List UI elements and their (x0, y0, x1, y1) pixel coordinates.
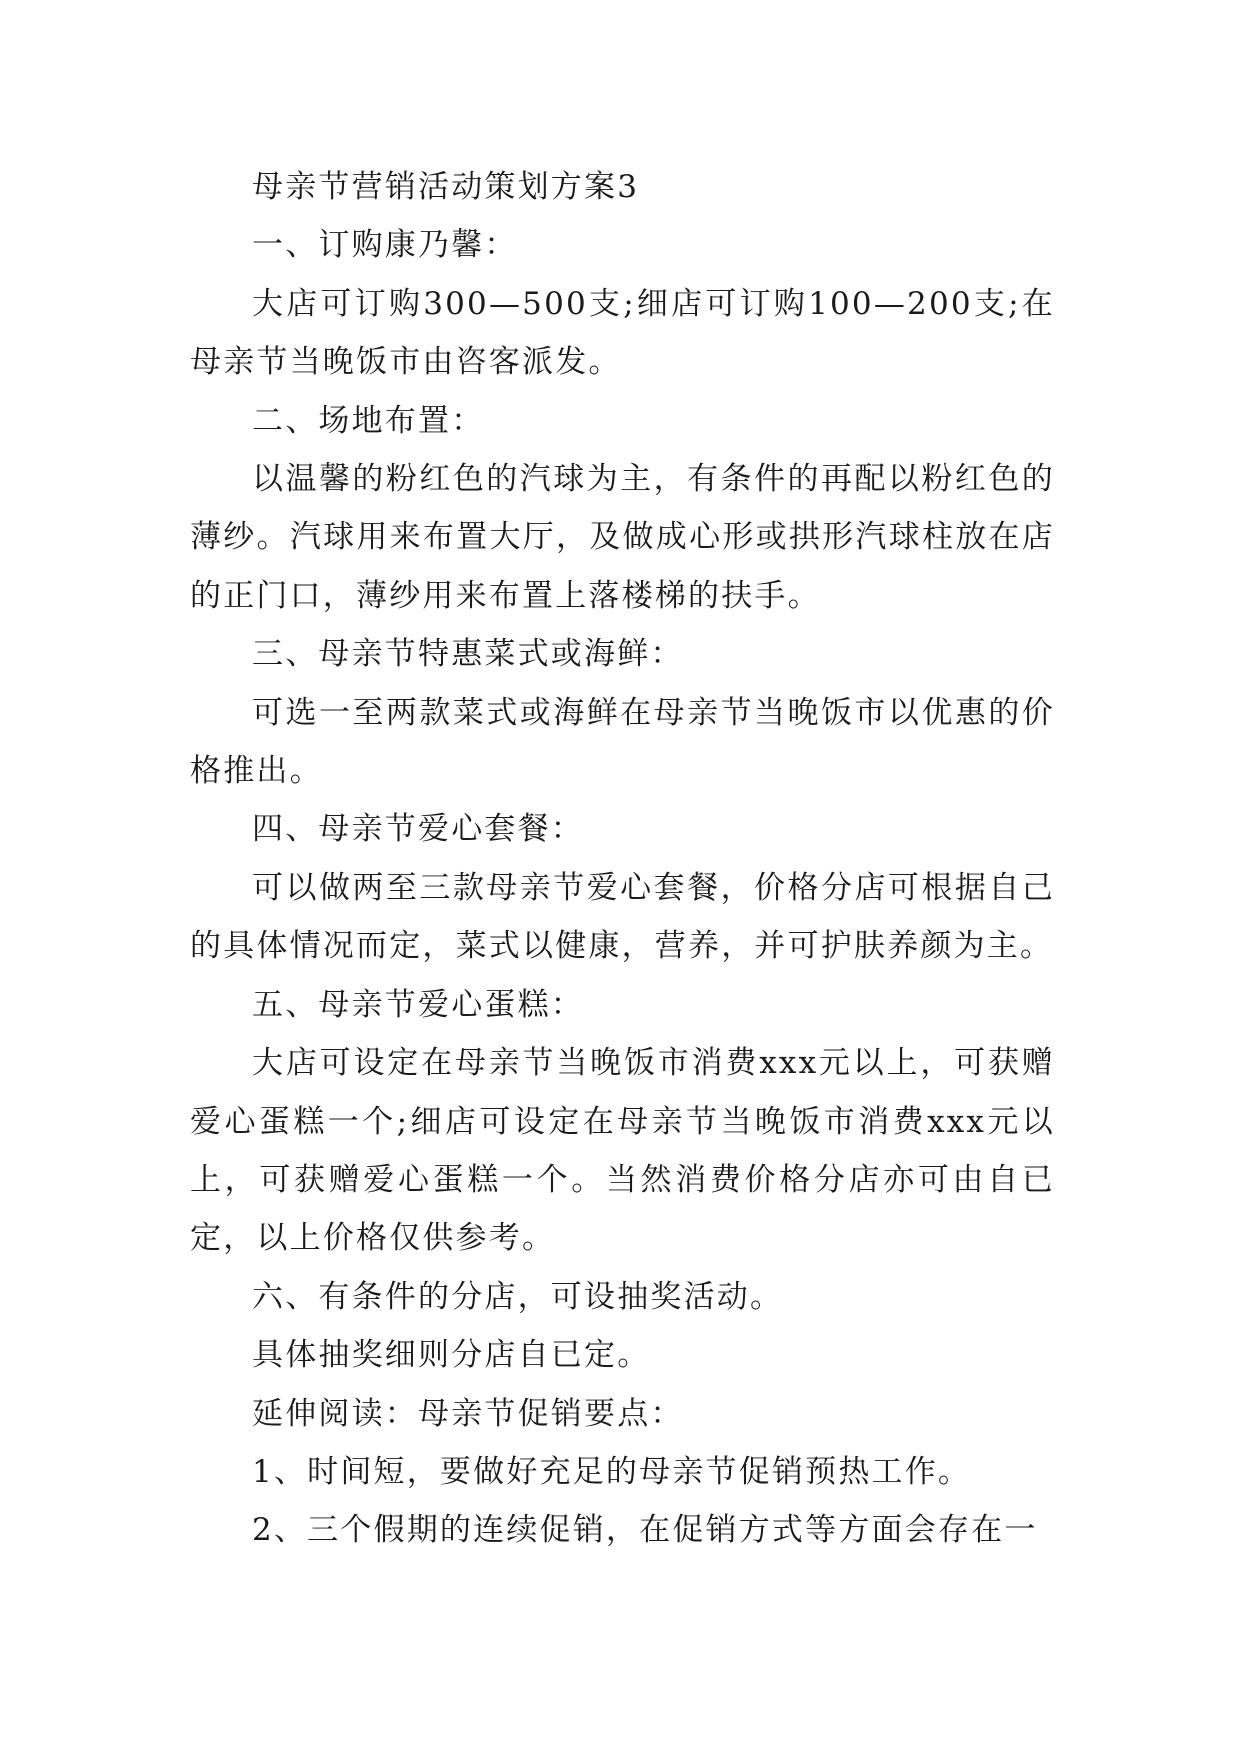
document-body (190, 158, 1055, 1560)
section-heading-2: 二、场地布置： (252, 402, 485, 439)
paragraph-4: 可以做两至三款母亲节爱心套餐，价格分店可根据自己的具体情况而定，菜式以健康，营养，并可护肤养颜为主。 (190, 869, 1055, 965)
paragraph-5: 大店可设定在母亲节当晚饭市消费xxx元以上，可获赠爱心蛋糕一个;细店可设定在母亲节当晚饭市消费xxx元以上，可获赠爱心蛋糕一个。当然消费价格分店亦可由自已定，以上价格仅供参考。 (190, 1045, 1055, 1257)
section-heading-6: 六、有条件的分店，可设抽奖活动。 (252, 1278, 784, 1315)
section-heading-4: 四、母亲节爱心套餐： (252, 811, 584, 848)
paragraph-3: 可选一至两款菜式或海鲜在母亲节当晚饭市以优惠的价格推出。 (190, 694, 1055, 790)
section-heading-5: 五、母亲节爱心蛋糕： (252, 986, 584, 1023)
section-heading-3: 三、母亲节特惠菜式或海鲜： (252, 636, 684, 673)
paragraph-2: 以温馨的粉红色的汽球为主，有条件的再配以粉红色的薄纱。汽球用来布置大厅，及做成心形或拱形汽球柱放在店的正门口，薄纱用来布置上落楼梯的扶手。 (190, 461, 1055, 614)
list-item-2: 2、三个假期的连续促销，在促销方式等方面会存在一 (252, 1512, 1038, 1549)
paragraph-6: 具体抽奖细则分店自已定。 (252, 1337, 651, 1374)
document-title: 母亲节营销活动策划方案3 (252, 169, 640, 205)
extended-reading-heading: 延伸阅读：母亲节促销要点： (252, 1395, 684, 1432)
section-heading-1: 一、订购康乃馨： (252, 227, 518, 264)
paragraph-1: 大店可订购300—500支;细店可订购100—200支;在母亲节当晚饭市由咨客派发。 (190, 285, 1055, 381)
list-item-1: 1、时间短，要做好充足的母亲节促销预热工作。 (252, 1453, 972, 1490)
